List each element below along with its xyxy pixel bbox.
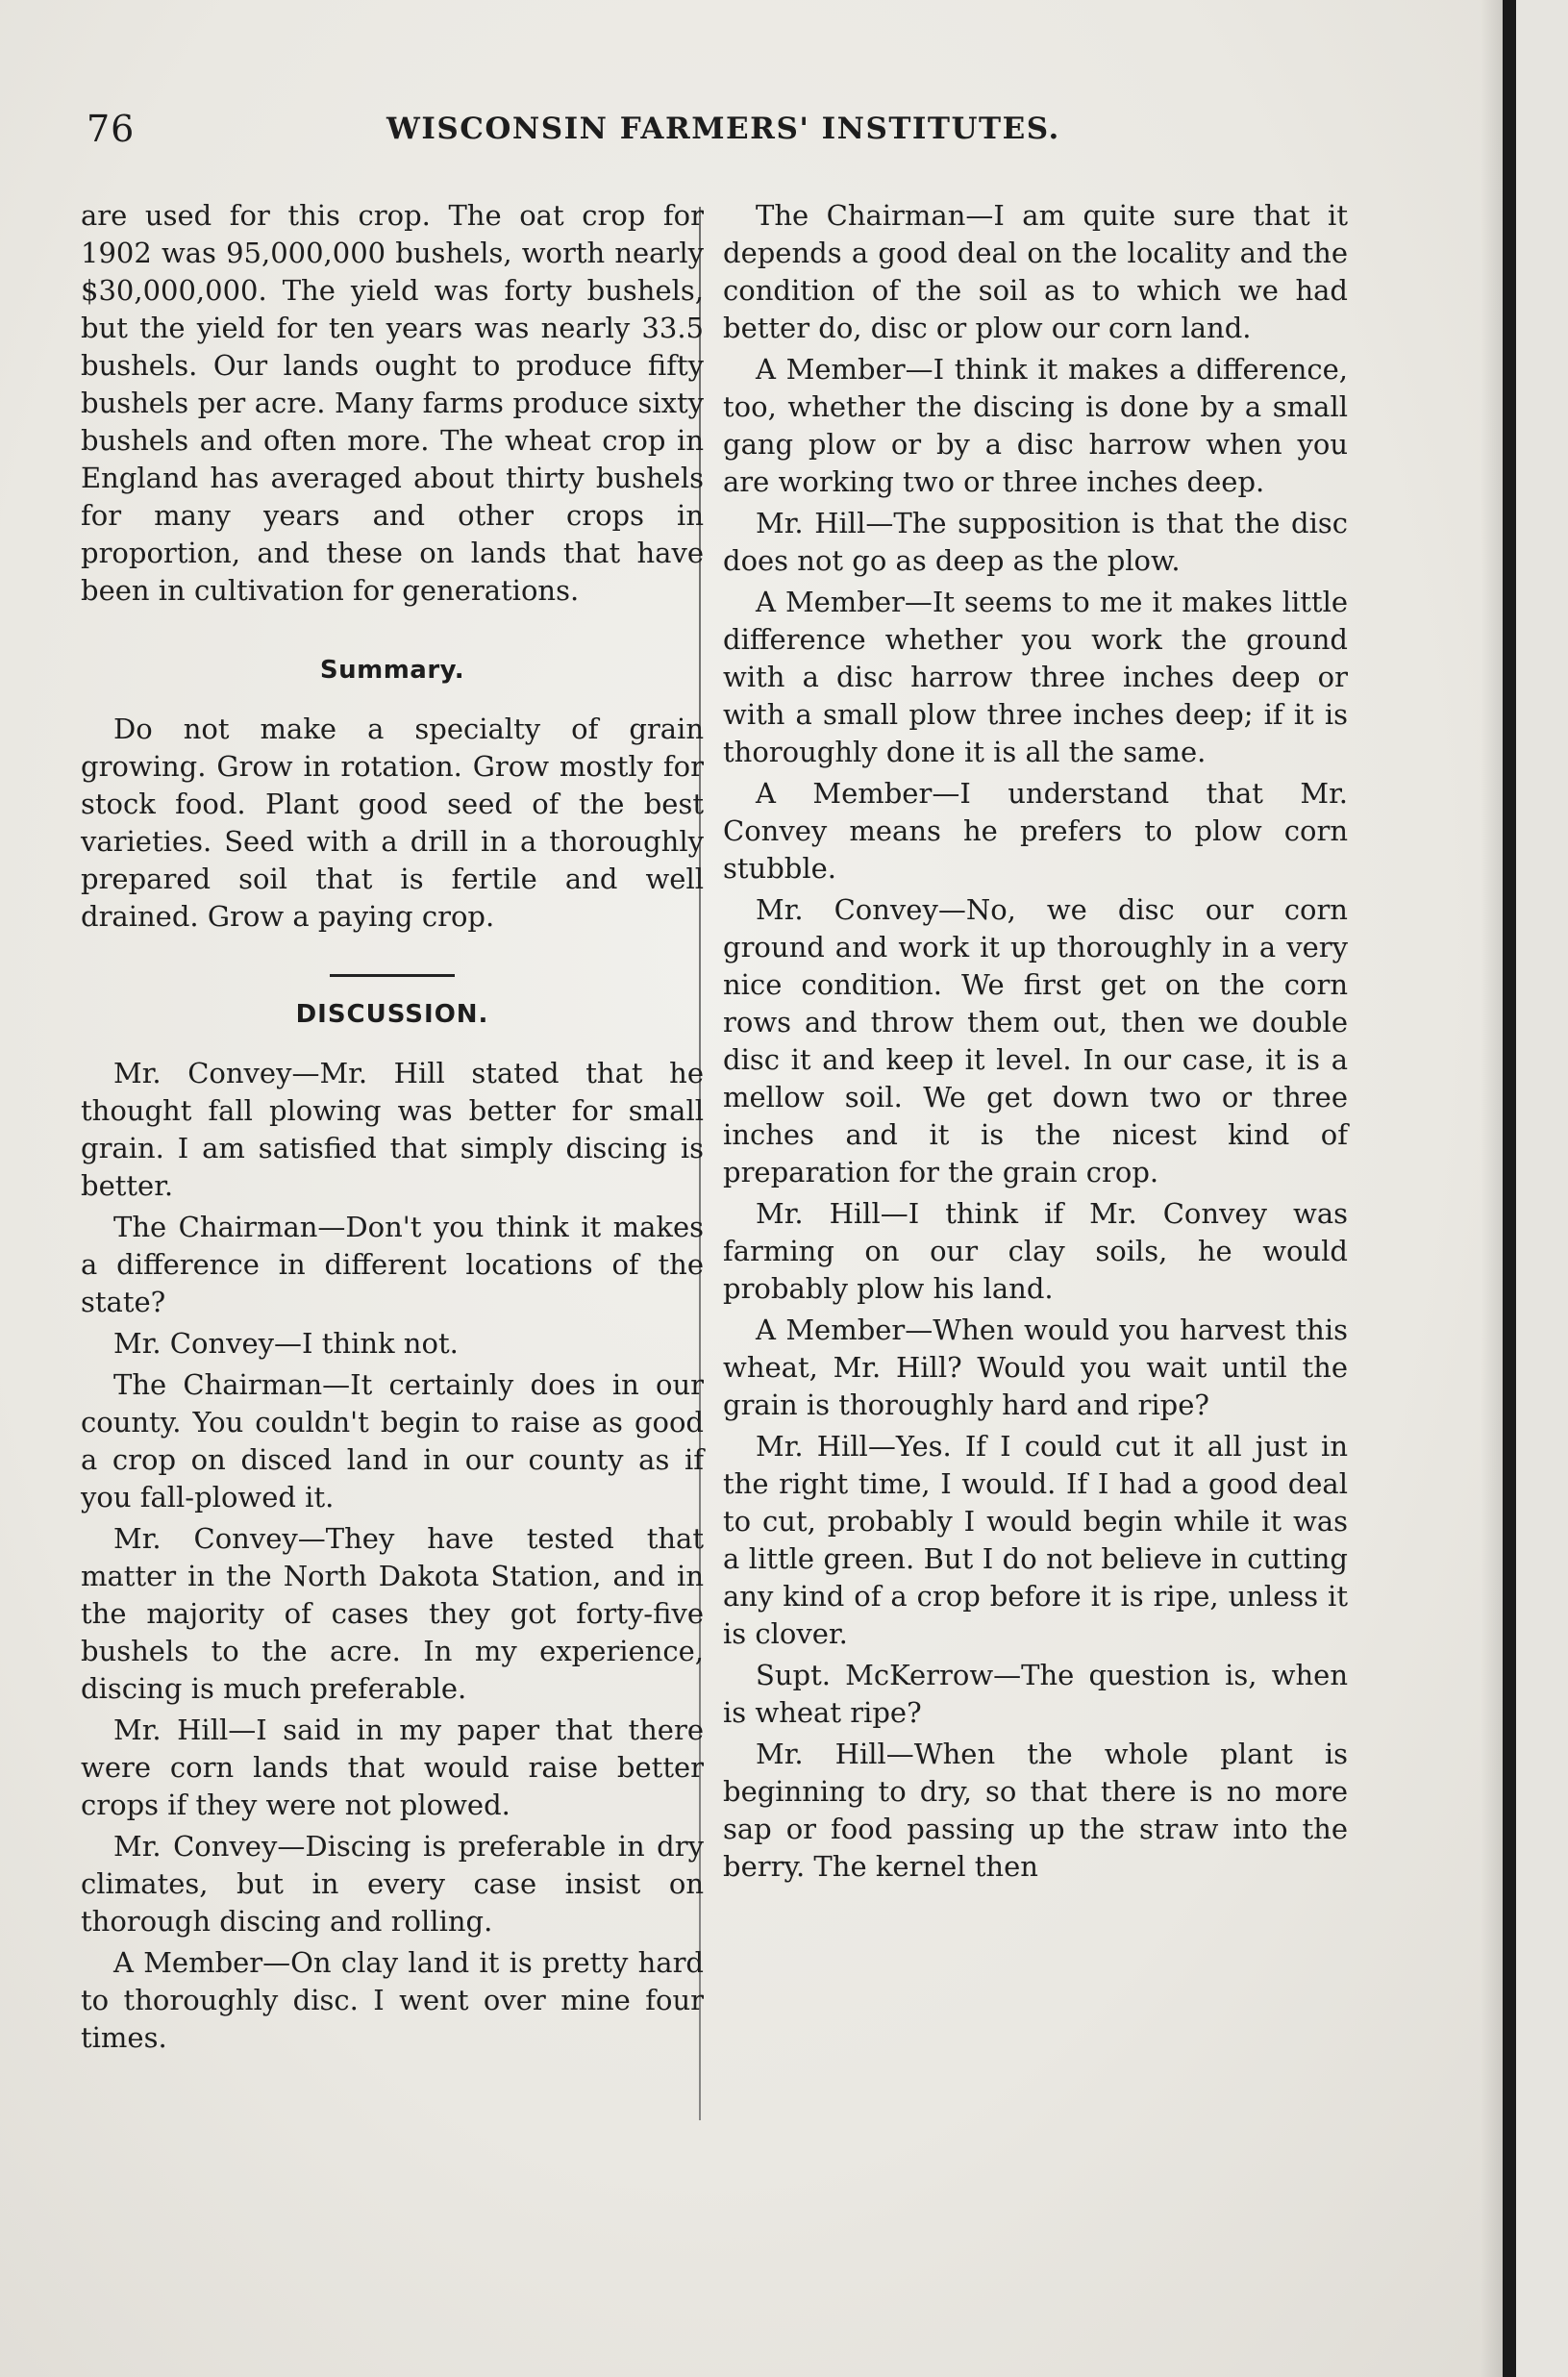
page-gutter-shadow (1481, 0, 1503, 2377)
discussion-paragraph: The Chairman—Don't you think it makes a difference in different locations of the state? (81, 1211, 704, 1318)
discussion-paragraph: The Chairman—It certainly does in our county. You couldn't begin to raise as good a crop on disced land in our county as if you fall-plowed it. (81, 1368, 704, 1514)
page-header (87, 108, 1058, 156)
summary-paragraph: Do not make a specialty of grain growing. Grow in rotation. Grow mostly for stock food. Plant good seed of the best varieties. Seed with a drill in a thoroughly prepared soil that is fertile and well drained. Grow a paying crop. (81, 713, 704, 933)
discussion-paragraph: Supt. McKerrow—The question is, when is wheat ripe? (723, 1659, 1348, 1729)
discussion-paragraph: Mr. Hill—Yes. If I could cut it all just in the right time, I would. If I had a good deal to cut, probably I would begin while it was a little green. But I do not believe in cutting any kind of a crop before it is ripe, unless it is clover. (723, 1430, 1348, 1650)
discussion-paragraph: Mr. Convey—I think not. (113, 1327, 459, 1360)
discussion-paragraph: A Member—I understand that Mr. Convey means he prefers to plow corn stubble. (723, 777, 1348, 885)
discussion-heading: DISCUSSION. (295, 1000, 489, 1029)
discussion-paragraph: Mr. Hill—When the whole plant is beginning to dry, so that there is no more sap or food passing up the straw into the berry. The kernel then (723, 1738, 1348, 1883)
discussion-paragraph: Mr. Convey—No, we disc our corn ground and work it up thoroughly in a very nice condition. We first get on the corn rows and throw them out, then we double disc it and keep it level. In our case, it is a mellow soil. We get down two or three inches and it is the nicest kind of preparation for the grain crop. (723, 893, 1348, 1188)
page-number: 76 (87, 108, 136, 150)
discussion-paragraph: Mr. Hill—I think if Mr. Convey was farming on our clay soils, he would probably plow his land. (723, 1197, 1348, 1305)
discussion-paragraph: Mr. Convey—Mr. Hill stated that he thought fall plowing was better for small grain. I am satisfied that simply discing is better. (81, 1057, 704, 1202)
left-column (81, 197, 704, 2061)
discussion-paragraph: The Chairman—I am quite sure that it depends a good deal on the locality and the condition of the soil as to which we had better do, disc or plow our corn land. (723, 199, 1348, 344)
discussion-paragraph: A Member—It seems to me it makes little difference whether you work the ground with a disc harrow three inches deep or with a small plow three inches deep; if it is thoroughly done it is all the same. (723, 586, 1348, 768)
right-column (723, 197, 1348, 1889)
summary-heading: Summary. (319, 656, 465, 685)
discussion-paragraph: A Member—On clay land it is pretty hard to thoroughly disc. I went over mine four times. (81, 1946, 704, 2054)
discussion-paragraph: A Member—I think it makes a difference, too, whether the discing is done by a small gang plow or by a disc harrow when you are working two or three inches deep. (723, 353, 1348, 498)
discussion-paragraph: Mr. Convey—They have tested that matter in the North Dakota Station, and in the majority of cases they got forty-five bushels to the acre. In my experience, discing is much preferable. (81, 1522, 704, 1705)
discussion-paragraph: Mr. Convey—Discing is preferable in dry climates, but in every case insist on thorough discing and rolling. (81, 1830, 704, 1938)
discussion-paragraph: A Member—When would you harvest this wheat, Mr. Hill? Would you wait until the grain is thoroughly hard and ripe? (723, 1314, 1348, 1421)
intro-paragraph: are used for this crop. The oat crop for 1902 was 95,000,000 bushels, worth nearly $30,000,000. The yield was forty bushels, but the yield for ten years was nearly 33.5 bushels. Our lands ought to produce fifty bushels per acre. Many farms produce sixty bushels and often more. The wheat crop in England has averaged about thirty bushels for many years and other crops in proportion, and these on lands that have been in cultivation for generations. (81, 199, 704, 607)
discussion-paragraph: Mr. Hill—I said in my paper that there were corn lands that would raise better crops if they were not plowed. (81, 1714, 704, 1821)
section-rule (330, 974, 455, 977)
binding-edge (1503, 0, 1516, 2377)
page-margin-beyond-edge (1516, 0, 1568, 2377)
discussion-paragraph: Mr. Hill—The supposition is that the disc does not go as deep as the plow. (723, 507, 1348, 577)
running-head: WISCONSIN FARMERS' INSTITUTES. (386, 112, 1060, 146)
